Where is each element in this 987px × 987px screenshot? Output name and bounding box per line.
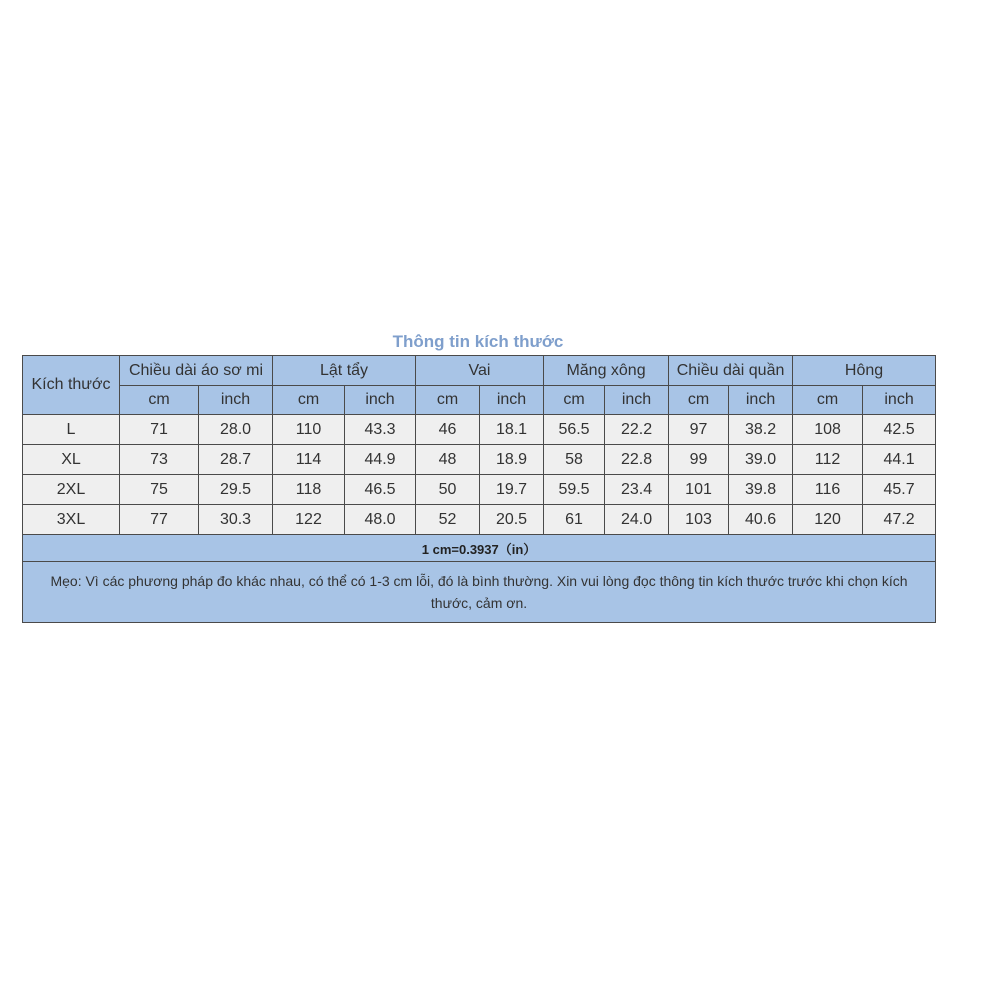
group-header-shirt-length: Chiều dài áo sơ mi: [120, 356, 273, 386]
table-cell: 118: [273, 475, 345, 505]
unit-header: cm: [416, 386, 480, 415]
table-row: [23, 445, 936, 475]
table-cell: 29.5: [199, 475, 273, 505]
group-header-lapel: Lật tẩy: [273, 356, 416, 386]
table-cell: 114: [273, 445, 345, 475]
table-cell: 71: [120, 415, 199, 445]
table-cell: 45.7: [863, 475, 936, 505]
table-cell: 28.0: [199, 415, 273, 445]
unit-header: cm: [669, 386, 729, 415]
table-cell: 77: [120, 505, 199, 535]
conversion-row: [23, 535, 936, 562]
size-label: XL: [23, 445, 120, 475]
size-label: L: [23, 415, 120, 445]
table-cell: 116: [793, 475, 863, 505]
table-cell: 112: [793, 445, 863, 475]
table-cell: 20.5: [480, 505, 544, 535]
table-cell: 39.0: [729, 445, 793, 475]
table-cell: 40.6: [729, 505, 793, 535]
table-cell: 44.9: [345, 445, 416, 475]
table-cell: 44.1: [863, 445, 936, 475]
table-cell: 52: [416, 505, 480, 535]
tip-row: [23, 562, 936, 623]
table-cell: 47.2: [863, 505, 936, 535]
table-cell: 38.2: [729, 415, 793, 445]
unit-header: inch: [863, 386, 936, 415]
unit-header: cm: [793, 386, 863, 415]
table-cell: 122: [273, 505, 345, 535]
table-cell: 22.2: [605, 415, 669, 445]
table-row: [23, 475, 936, 505]
table-cell: 48: [416, 445, 480, 475]
table-title: Thông tin kích thước: [392, 332, 564, 351]
unit-header: inch: [605, 386, 669, 415]
size-column-header: Kích thước: [23, 356, 120, 415]
unit-header: inch: [199, 386, 273, 415]
unit-header: cm: [120, 386, 199, 415]
group-header-hip: Hông: [793, 356, 936, 386]
table-cell: 61: [544, 505, 605, 535]
unit-header: cm: [273, 386, 345, 415]
unit-header: inch: [345, 386, 416, 415]
unit-header-row: [23, 386, 936, 415]
table-cell: 120: [793, 505, 863, 535]
table-cell: 18.9: [480, 445, 544, 475]
table-cell: 24.0: [605, 505, 669, 535]
table-cell: 75: [120, 475, 199, 505]
table-cell: 42.5: [863, 415, 936, 445]
table-row: [23, 505, 936, 535]
table-cell: 23.4: [605, 475, 669, 505]
table-cell: 101: [669, 475, 729, 505]
table-cell: 59.5: [544, 475, 605, 505]
table-cell: 39.8: [729, 475, 793, 505]
table-cell: 108: [793, 415, 863, 445]
table-cell: 22.8: [605, 445, 669, 475]
group-header-pants-length: Chiều dài quần: [669, 356, 793, 386]
table-row: [23, 415, 936, 445]
group-header-cuff: Măng xông: [544, 356, 669, 386]
conversion-note: 1 cm=0.3937（in）: [23, 535, 936, 562]
table-cell: 58: [544, 445, 605, 475]
table-cell: 28.7: [199, 445, 273, 475]
table-cell: 19.7: [480, 475, 544, 505]
table-cell: 103: [669, 505, 729, 535]
table-cell: 97: [669, 415, 729, 445]
unit-header: cm: [544, 386, 605, 415]
table-cell: 48.0: [345, 505, 416, 535]
table-cell: 99: [669, 445, 729, 475]
table-cell: 43.3: [345, 415, 416, 445]
table-cell: 56.5: [544, 415, 605, 445]
size-label: 3XL: [23, 505, 120, 535]
group-header-shoulder: Vai: [416, 356, 544, 386]
unit-header: inch: [729, 386, 793, 415]
table-cell: 30.3: [199, 505, 273, 535]
table-cell: 73: [120, 445, 199, 475]
table-cell: 50: [416, 475, 480, 505]
size-chart-table: [22, 355, 936, 623]
size-label: 2XL: [23, 475, 120, 505]
tip-note: Mẹo: Vì các phương pháp đo khác nhau, có thể có 1-3 cm lỗi, đó là bình thường. Xin vui lòng đọc thông tin kích thước trước khi chọn kích thước, cảm ơn.: [23, 562, 936, 623]
header-group-row: [23, 356, 936, 386]
table-cell: 18.1: [480, 415, 544, 445]
table-cell: 110: [273, 415, 345, 445]
unit-header: inch: [480, 386, 544, 415]
table-cell: 46: [416, 415, 480, 445]
table-cell: 46.5: [345, 475, 416, 505]
